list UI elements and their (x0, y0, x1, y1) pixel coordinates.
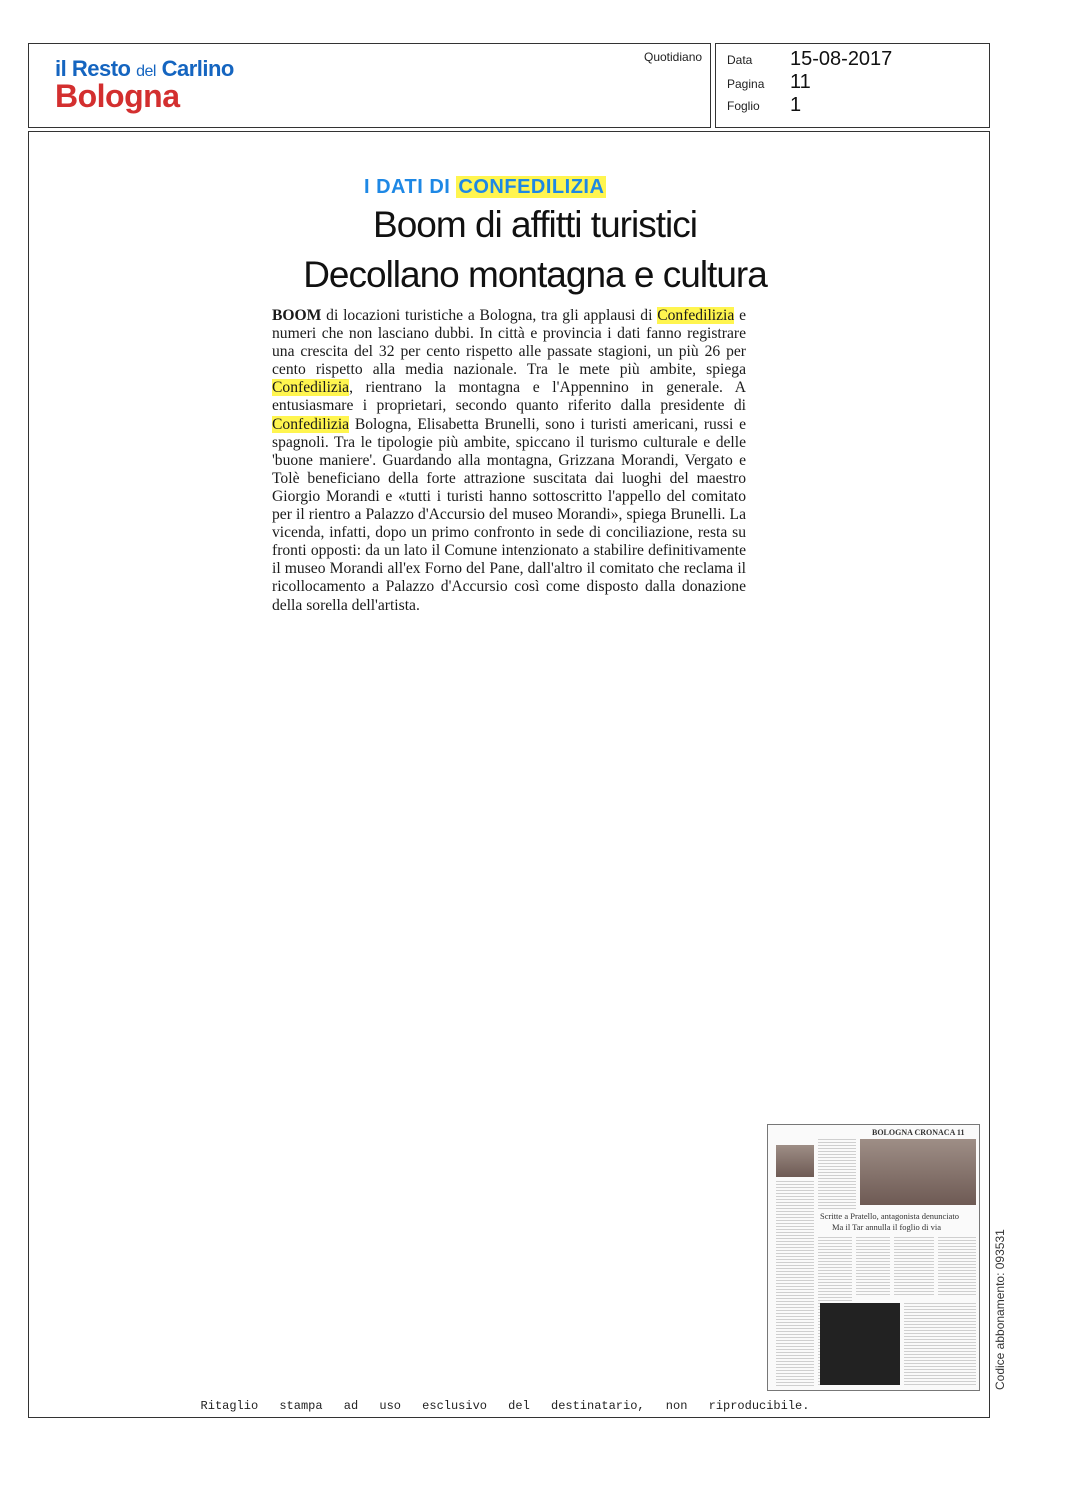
thumb-section: BOLOGNA CRONACA (872, 1128, 955, 1137)
thumb-column (776, 1181, 814, 1386)
publication-type: Quotidiano (644, 50, 703, 64)
logo-word-carlino: Carlino (161, 56, 234, 81)
thumb-column (818, 1139, 856, 1211)
pagina-label: Pagina (727, 77, 765, 91)
thumb-subhead: Ma il Tar annulla il foglio di via (832, 1222, 942, 1232)
thumb-column (856, 1237, 890, 1297)
body-segment: Bologna, Elisabetta Brunelli, sono i turisti americani, russi e spagnoli. Tra le tipologie più ambite, spiccano il turismo culturale e delle 'buone maniere'. Guardando alla montagna, Grizzana Morandi, Vergato e Tolè beneficiano della forte attrazione suscitata dai luoghi del maestro Giorgio Morandi e «tutti i turisti hanno sottoscritto l'appello del comitato per il rientro a Palazzo d'Accursio del museo Morandi», spiega Brunelli. La vicenda, infatti, dopo un primo confronto in sede di conciliazione, resta su fronti opposti: da un lato il Comune intenzionato a stabilire definitivamente il museo Morandi all'ex Forno del Pane, dall'altro il comitato che reclama il ricollocamento a Palazzo d'Accursio così come disposto dalla donazione della sorella dell'artista. (272, 415, 746, 614)
logo-word-del: del (136, 63, 156, 80)
headline-line-2: Decollano montagna e cultura (303, 254, 767, 295)
lead-word: BOOM (272, 307, 322, 324)
kicker-text: I DATI DI (364, 176, 451, 198)
logo-word-resto: il Resto (55, 56, 131, 81)
highlight-confedilizia: Confedilizia (272, 379, 350, 397)
thumb-headline: Scritte a Pratello, antagonista denunciato (820, 1211, 960, 1221)
data-label: Data (727, 53, 753, 67)
thumb-photo-main (860, 1139, 976, 1205)
article-kicker (364, 176, 606, 199)
thumb-dark-box (820, 1303, 900, 1385)
logo-edition: Bologna (55, 78, 180, 114)
body-segment: , rientrano la montagna e l'Appennino in generale. A entusiasmare i proprietari, secondo quanto riferito dalla presidente di (272, 379, 746, 415)
body-segment: e numeri che non lasciano dubbi. In città e provincia i dati fanno registrare una crescita del 32 per cento rispetto alle passate stagioni, un più 26 per cento rispetto alla media nazionale. Tra le mete più ambite, spiega (272, 307, 746, 379)
foglio-label: Foglio (727, 99, 760, 113)
subscription-code: Codice abbonamento: 093531 (993, 1229, 1007, 1390)
data-value: 15-08-2017 (790, 48, 893, 70)
kicker-highlight: CONFEDILIZIA (458, 176, 605, 198)
body-segment: di locazioni turistiche a Bologna, tra gli applausi di (321, 307, 658, 324)
thumb-column (904, 1303, 976, 1385)
pagina-value: 11 (790, 71, 811, 93)
thumb-column (894, 1237, 934, 1297)
highlight-confedilizia: Confedilizia (272, 415, 350, 433)
foglio-value: 1 (790, 94, 802, 116)
page-thumbnail (767, 1124, 980, 1391)
highlight-confedilizia: Confedilizia (657, 307, 735, 324)
thumb-photo-small (776, 1145, 814, 1177)
article-body (272, 307, 746, 615)
footer-disclaimer: Ritaglio stampa ad uso esclusivo del destinatario, non riproducibile. (200, 1399, 810, 1413)
headline-line-1: Boom di affitti turistici (373, 204, 697, 245)
thumb-column (938, 1237, 976, 1297)
thumb-page-no: 11 (956, 1128, 965, 1137)
